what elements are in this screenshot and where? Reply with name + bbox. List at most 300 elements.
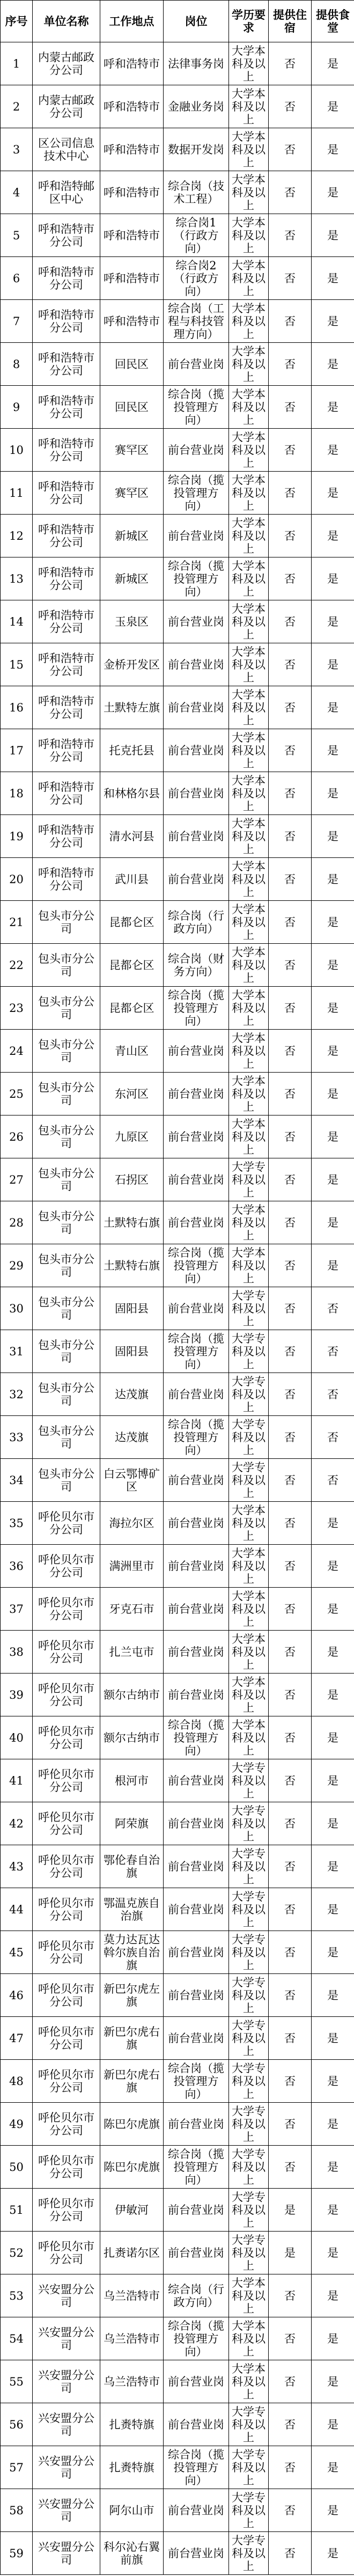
cell-location: 呼和浩特市: [100, 128, 164, 171]
table-row: [1, 214, 354, 257]
cell-unit: 呼和浩特市分公司: [33, 343, 100, 386]
cell-canteen: 是: [312, 2532, 354, 2575]
cell-canteen: 是: [312, 557, 354, 600]
cell-lodging: 否: [269, 1201, 312, 1244]
cell-position: 综合岗2（行政方向）: [164, 257, 229, 300]
table-row: [1, 1888, 354, 1931]
table-row: [1, 858, 354, 901]
cell-unit: 内蒙古邮政分公司: [33, 85, 100, 128]
cell-location: 科尔沁右翼前旗: [100, 2532, 164, 2575]
cell-unit: 呼和浩特市分公司: [33, 429, 100, 472]
cell-no: 45: [1, 1931, 33, 1974]
cell-no: 35: [1, 1502, 33, 1545]
cell-unit: 包头市分公司: [33, 1244, 100, 1287]
cell-no: 43: [1, 1845, 33, 1888]
table-row: [1, 2403, 354, 2446]
table-row: [1, 42, 354, 85]
cell-canteen: 是: [312, 987, 354, 1030]
table-row: [1, 1459, 354, 1502]
cell-location: 昆都仑区: [100, 901, 164, 944]
cell-lodging: 否: [269, 600, 312, 643]
cell-education: 大学专科及以上: [229, 2017, 269, 2060]
cell-lodging: 否: [269, 1287, 312, 1330]
cell-unit: 呼伦贝尔市分公司: [33, 2232, 100, 2274]
cell-location: 回民区: [100, 343, 164, 386]
cell-no: 28: [1, 1201, 33, 1244]
cell-location: 呼和浩特市: [100, 214, 164, 257]
cell-location: 九原区: [100, 1115, 164, 1158]
table-header: [1, 1, 354, 42]
cell-unit: 呼和浩特市分公司: [33, 643, 100, 686]
cell-location: 新巴尔虎右旗: [100, 2060, 164, 2103]
table-row: [1, 600, 354, 643]
cell-position: 金融业务岗: [164, 85, 229, 128]
cell-location: 武川县: [100, 858, 164, 901]
cell-position: 前台营业岗: [164, 429, 229, 472]
table-row: [1, 1931, 354, 1974]
cell-unit: 呼伦贝尔市分公司: [33, 1888, 100, 1931]
cell-position: 综合岗（揽投管理方向）: [164, 472, 229, 515]
cell-education: 大学本科及以上: [229, 42, 269, 85]
cell-no: 19: [1, 815, 33, 858]
cell-location: 青山区: [100, 1030, 164, 1073]
cell-lodging: 否: [269, 1244, 312, 1287]
table-row: [1, 1974, 354, 2017]
cell-canteen: 是: [312, 772, 354, 815]
table-row: [1, 515, 354, 557]
cell-location: 呼和浩特市: [100, 257, 164, 300]
cell-unit: 呼和浩特市分公司: [33, 686, 100, 729]
cell-position: 综合岗（揽投管理方向）: [164, 2146, 229, 2189]
cell-canteen: 是: [312, 1716, 354, 1759]
cell-canteen: 是: [312, 214, 354, 257]
cell-canteen: 否: [312, 1459, 354, 1502]
cell-no: 56: [1, 2403, 33, 2446]
cell-location: 托克托县: [100, 729, 164, 772]
cell-lodging: 否: [269, 2274, 312, 2317]
cell-canteen: 是: [312, 472, 354, 515]
cell-education: 大学专科及以上: [229, 2060, 269, 2103]
cell-canteen: 是: [312, 128, 354, 171]
cell-location: 阿荣旗: [100, 1802, 164, 1845]
cell-no: 15: [1, 643, 33, 686]
cell-unit: 呼伦贝尔市分公司: [33, 2060, 100, 2103]
cell-location: 金桥开发区: [100, 643, 164, 686]
cell-position: 前台营业岗: [164, 1115, 229, 1158]
header-row: [1, 1, 354, 42]
cell-unit: 包头市分公司: [33, 1073, 100, 1115]
header-no: 序号: [1, 1, 33, 42]
table-row: [1, 1588, 354, 1631]
cell-unit: 呼伦贝尔市分公司: [33, 1674, 100, 1716]
cell-canteen: 是: [312, 343, 354, 386]
cell-canteen: 是: [312, 1201, 354, 1244]
cell-canteen: 是: [312, 2446, 354, 2489]
cell-unit: 包头市分公司: [33, 1373, 100, 1416]
cell-lodging: 否: [269, 1802, 312, 1845]
cell-location: 伊敏河: [100, 2189, 164, 2232]
cell-position: 前台营业岗: [164, 1030, 229, 1073]
cell-location: 海拉尔区: [100, 1502, 164, 1545]
cell-education: 大学本科及以上: [229, 2360, 269, 2403]
cell-lodging: 否: [269, 171, 312, 214]
table-row: [1, 2189, 354, 2232]
cell-education: 大学专科及以上: [229, 1974, 269, 2017]
cell-canteen: 否: [312, 1416, 354, 1459]
cell-position: 综合岗（揽投管理方向）: [164, 557, 229, 600]
cell-no: 46: [1, 1974, 33, 2017]
cell-lodging: 否: [269, 1330, 312, 1373]
cell-location: 赛罕区: [100, 472, 164, 515]
cell-lodging: 否: [269, 2103, 312, 2146]
table-row: [1, 1716, 354, 1759]
cell-location: 额尔古纳市: [100, 1716, 164, 1759]
cell-education: 大学本科及以上: [229, 1115, 269, 1158]
cell-unit: 呼伦贝尔市分公司: [33, 1716, 100, 1759]
cell-position: 前台营业岗: [164, 2189, 229, 2232]
cell-lodging: 否: [269, 515, 312, 557]
cell-no: 6: [1, 257, 33, 300]
cell-canteen: 是: [312, 386, 354, 429]
cell-canteen: 是: [312, 1073, 354, 1115]
cell-unit: 内蒙古邮政分公司: [33, 42, 100, 85]
cell-no: 52: [1, 2232, 33, 2274]
cell-lodging: 否: [269, 472, 312, 515]
cell-no: 16: [1, 686, 33, 729]
table-row: [1, 815, 354, 858]
cell-education: 大学本科及以上: [229, 944, 269, 987]
cell-no: 50: [1, 2146, 33, 2189]
table-row: [1, 2532, 354, 2575]
cell-location: 固阳县: [100, 1330, 164, 1373]
cell-education: 大学专科及以上: [229, 2403, 269, 2446]
cell-lodging: 否: [269, 858, 312, 901]
cell-position: 前台营业岗: [164, 1545, 229, 1588]
header-unit: 单位名称: [33, 1, 100, 42]
cell-canteen: 是: [312, 2489, 354, 2532]
cell-lodging: 否: [269, 2403, 312, 2446]
cell-canteen: 是: [312, 901, 354, 944]
cell-position: 综合岗（财务方向）: [164, 944, 229, 987]
cell-position: 前台营业岗: [164, 600, 229, 643]
cell-canteen: 是: [312, 858, 354, 901]
table-row: [1, 1330, 354, 1373]
cell-position: 综合岗（揽投管理方向）: [164, 1716, 229, 1759]
table-row: [1, 1759, 354, 1802]
table-row: [1, 429, 354, 472]
cell-canteen: 是: [312, 1244, 354, 1287]
cell-unit: 包头市分公司: [33, 1287, 100, 1330]
cell-unit: 呼伦贝尔市分公司: [33, 1845, 100, 1888]
cell-education: 大学本科及以上: [229, 1674, 269, 1716]
cell-canteen: 是: [312, 1888, 354, 1931]
cell-location: 新城区: [100, 515, 164, 557]
cell-lodging: 否: [269, 386, 312, 429]
cell-no: 57: [1, 2446, 33, 2489]
cell-unit: 呼伦贝尔市分公司: [33, 2103, 100, 2146]
cell-lodging: 否: [269, 901, 312, 944]
table-row: [1, 772, 354, 815]
cell-unit: 呼和浩特邮区中心: [33, 171, 100, 214]
cell-lodging: 否: [269, 1416, 312, 1459]
cell-location: 新城区: [100, 557, 164, 600]
cell-lodging: 否: [269, 987, 312, 1030]
cell-lodging: 否: [269, 944, 312, 987]
cell-no: 22: [1, 944, 33, 987]
cell-education: 大学本科及以上: [229, 214, 269, 257]
table-row: [1, 1502, 354, 1545]
cell-canteen: 是: [312, 257, 354, 300]
cell-education: 大学专科及以上: [229, 2232, 269, 2274]
cell-no: 14: [1, 600, 33, 643]
cell-no: 44: [1, 1888, 33, 1931]
cell-lodging: 否: [269, 1845, 312, 1888]
cell-location: 呼和浩特市: [100, 85, 164, 128]
cell-unit: 呼和浩特市分公司: [33, 472, 100, 515]
table-row: [1, 1244, 354, 1287]
cell-canteen: 是: [312, 1845, 354, 1888]
cell-no: 39: [1, 1674, 33, 1716]
table-row: [1, 343, 354, 386]
cell-no: 31: [1, 1330, 33, 1373]
cell-unit: 兴安盟分公司: [33, 2274, 100, 2317]
cell-position: 前台营业岗: [164, 772, 229, 815]
cell-position: 前台营业岗: [164, 858, 229, 901]
cell-unit: 呼和浩特市分公司: [33, 257, 100, 300]
cell-education: 大学专科及以上: [229, 2189, 269, 2232]
cell-lodging: 否: [269, 1888, 312, 1931]
table-row: [1, 2103, 354, 2146]
cell-education: 大学本科及以上: [229, 1502, 269, 1545]
cell-no: 2: [1, 85, 33, 128]
cell-education: 大学本科及以上: [229, 1244, 269, 1287]
cell-location: 牙克石市: [100, 1588, 164, 1631]
cell-position: 综合岗（揽投管理方向）: [164, 1330, 229, 1373]
cell-unit: 呼和浩特市分公司: [33, 729, 100, 772]
cell-location: 扎兰屯市: [100, 1631, 164, 1674]
cell-canteen: 是: [312, 2317, 354, 2360]
cell-no: 23: [1, 987, 33, 1030]
cell-education: 大学专科及以上: [229, 1373, 269, 1416]
cell-education: 大学专科及以上: [229, 1759, 269, 1802]
cell-location: 陈巴尔虎旗: [100, 2146, 164, 2189]
cell-position: 综合岗（行政方向）: [164, 2274, 229, 2317]
cell-lodging: 否: [269, 2146, 312, 2189]
cell-location: 土默特右旗: [100, 1201, 164, 1244]
table-row: [1, 2317, 354, 2360]
cell-education: 大学专科及以上: [229, 2446, 269, 2489]
cell-education: 大学本科及以上: [229, 1545, 269, 1588]
table-row: [1, 1115, 354, 1158]
cell-education: 大学本科及以上: [229, 1030, 269, 1073]
cell-canteen: 是: [312, 1115, 354, 1158]
cell-canteen: 是: [312, 1545, 354, 1588]
cell-position: 前台营业岗: [164, 1502, 229, 1545]
cell-canteen: 是: [312, 1502, 354, 1545]
cell-location: 土默特左旗: [100, 686, 164, 729]
header-position: 岗位: [164, 1, 229, 42]
cell-lodging: 否: [269, 1974, 312, 2017]
cell-lodging: 否: [269, 1716, 312, 1759]
cell-lodging: 否: [269, 85, 312, 128]
cell-position: 综合岗（技术工程）: [164, 171, 229, 214]
cell-position: 前台营业岗: [164, 1588, 229, 1631]
cell-unit: 呼伦贝尔市分公司: [33, 1545, 100, 1588]
table-row: [1, 1416, 354, 1459]
table-body: [1, 42, 354, 2575]
cell-canteen: 是: [312, 600, 354, 643]
cell-location: 扎赉特旗: [100, 2403, 164, 2446]
cell-unit: 呼伦贝尔市分公司: [33, 1759, 100, 1802]
table-row: [1, 1802, 354, 1845]
cell-education: 大学本科及以上: [229, 729, 269, 772]
cell-education: 大学本科及以上: [229, 901, 269, 944]
cell-location: 达茂旗: [100, 1416, 164, 1459]
cell-unit: 区公司信息技术中心: [33, 128, 100, 171]
cell-education: 大学本科及以上: [229, 429, 269, 472]
cell-canteen: 是: [312, 944, 354, 987]
cell-location: 固阳县: [100, 1287, 164, 1330]
cell-position: 数据开发岗: [164, 128, 229, 171]
cell-lodging: 否: [269, 1674, 312, 1716]
cell-no: 42: [1, 1802, 33, 1845]
cell-canteen: 否: [312, 1373, 354, 1416]
cell-education: 大学本科及以上: [229, 987, 269, 1030]
cell-canteen: 是: [312, 2274, 354, 2317]
cell-lodging: 否: [269, 729, 312, 772]
cell-location: 扎赉诺尔区: [100, 2232, 164, 2274]
cell-education: 大学本科及以上: [229, 557, 269, 600]
cell-lodging: 否: [269, 1030, 312, 1073]
cell-canteen: 是: [312, 1158, 354, 1201]
cell-position: 前台营业岗: [164, 1201, 229, 1244]
cell-no: 12: [1, 515, 33, 557]
cell-education: 大学本科及以上: [229, 515, 269, 557]
cell-no: 10: [1, 429, 33, 472]
cell-education: 大学专科及以上: [229, 2103, 269, 2146]
cell-unit: 呼和浩特市分公司: [33, 515, 100, 557]
cell-position: 前台营业岗: [164, 343, 229, 386]
cell-position: 前台营业岗: [164, 1674, 229, 1716]
cell-position: 前台营业岗: [164, 1931, 229, 1974]
header-education: 学历要求: [229, 1, 269, 42]
cell-education: 大学专科及以上: [229, 2146, 269, 2189]
cell-position: 综合岗1（行政方向）: [164, 214, 229, 257]
cell-education: 大学专科及以上: [229, 2532, 269, 2575]
table-row: [1, 1030, 354, 1073]
cell-unit: 呼伦贝尔市分公司: [33, 1502, 100, 1545]
cell-education: 大学专科及以上: [229, 1802, 269, 1845]
cell-position: 综合岗（揽投管理方向）: [164, 1244, 229, 1287]
cell-position: 前台营业岗: [164, 2403, 229, 2446]
cell-no: 47: [1, 2017, 33, 2060]
cell-no: 5: [1, 214, 33, 257]
cell-lodging: 否: [269, 2060, 312, 2103]
cell-lodging: 否: [269, 1502, 312, 1545]
table-row: [1, 2274, 354, 2317]
cell-unit: 呼伦贝尔市分公司: [33, 2017, 100, 2060]
cell-canteen: 是: [312, 300, 354, 343]
cell-lodging: 否: [269, 1759, 312, 1802]
table-row: [1, 2489, 354, 2532]
table-row: [1, 1545, 354, 1588]
cell-position: 前台营业岗: [164, 2232, 229, 2274]
cell-lodging: 否: [269, 2446, 312, 2489]
cell-location: 新巴尔虎左旗: [100, 1974, 164, 2017]
cell-position: 前台营业岗: [164, 1158, 229, 1201]
cell-unit: 包头市分公司: [33, 1459, 100, 1502]
cell-lodging: 否: [269, 343, 312, 386]
cell-no: 9: [1, 386, 33, 429]
cell-no: 27: [1, 1158, 33, 1201]
cell-canteen: 是: [312, 1974, 354, 2017]
cell-no: 33: [1, 1416, 33, 1459]
cell-no: 18: [1, 772, 33, 815]
cell-location: 回民区: [100, 386, 164, 429]
cell-unit: 呼和浩特市分公司: [33, 214, 100, 257]
cell-canteen: 是: [312, 1588, 354, 1631]
cell-lodging: 否: [269, 2017, 312, 2060]
cell-position: 综合岗（揽投管理方向）: [164, 2317, 229, 2360]
cell-education: 大学本科及以上: [229, 815, 269, 858]
cell-position: 前台营业岗: [164, 1974, 229, 2017]
cell-canteen: 是: [312, 85, 354, 128]
cell-position: 综合岗（揽投管理方向）: [164, 2060, 229, 2103]
cell-no: 4: [1, 171, 33, 214]
cell-location: 和林格尔县: [100, 772, 164, 815]
cell-position: 前台营业岗: [164, 815, 229, 858]
cell-location: 陈巴尔虎旗: [100, 2103, 164, 2146]
cell-lodging: 否: [269, 257, 312, 300]
cell-canteen: 是: [312, 643, 354, 686]
cell-lodging: 否: [269, 2317, 312, 2360]
cell-unit: 兴安盟分公司: [33, 2532, 100, 2575]
cell-no: 24: [1, 1030, 33, 1073]
cell-location: 新巴尔虎右旗: [100, 2017, 164, 2060]
table-row: [1, 2017, 354, 2060]
cell-position: 前台营业岗: [164, 643, 229, 686]
cell-unit: 呼伦贝尔市分公司: [33, 1802, 100, 1845]
cell-position: 前台营业岗: [164, 515, 229, 557]
cell-no: 29: [1, 1244, 33, 1287]
cell-position: 前台营业岗: [164, 1802, 229, 1845]
cell-no: 37: [1, 1588, 33, 1631]
cell-canteen: 是: [312, 2403, 354, 2446]
cell-no: 58: [1, 2489, 33, 2532]
cell-lodging: 否: [269, 643, 312, 686]
cell-canteen: 是: [312, 729, 354, 772]
cell-unit: 包头市分公司: [33, 1330, 100, 1373]
cell-canteen: 是: [312, 515, 354, 557]
cell-canteen: 是: [312, 2103, 354, 2146]
cell-education: 大学本科及以上: [229, 300, 269, 343]
cell-position: 前台营业岗: [164, 1459, 229, 1502]
cell-canteen: 是: [312, 2360, 354, 2403]
cell-location: 昆都仑区: [100, 987, 164, 1030]
cell-lodging: 否: [269, 42, 312, 85]
cell-no: 55: [1, 2360, 33, 2403]
cell-unit: 呼伦贝尔市分公司: [33, 2146, 100, 2189]
cell-lodging: 否: [269, 815, 312, 858]
cell-canteen: 是: [312, 2146, 354, 2189]
cell-unit: 呼和浩特市分公司: [33, 386, 100, 429]
cell-unit: 包头市分公司: [33, 1030, 100, 1073]
table-row: [1, 1373, 354, 1416]
cell-position: 综合岗（工程与科技管理方向）: [164, 300, 229, 343]
cell-position: 前台营业岗: [164, 1759, 229, 1802]
header-canteen: 提供食堂: [312, 1, 354, 42]
cell-education: 大学本科及以上: [229, 343, 269, 386]
